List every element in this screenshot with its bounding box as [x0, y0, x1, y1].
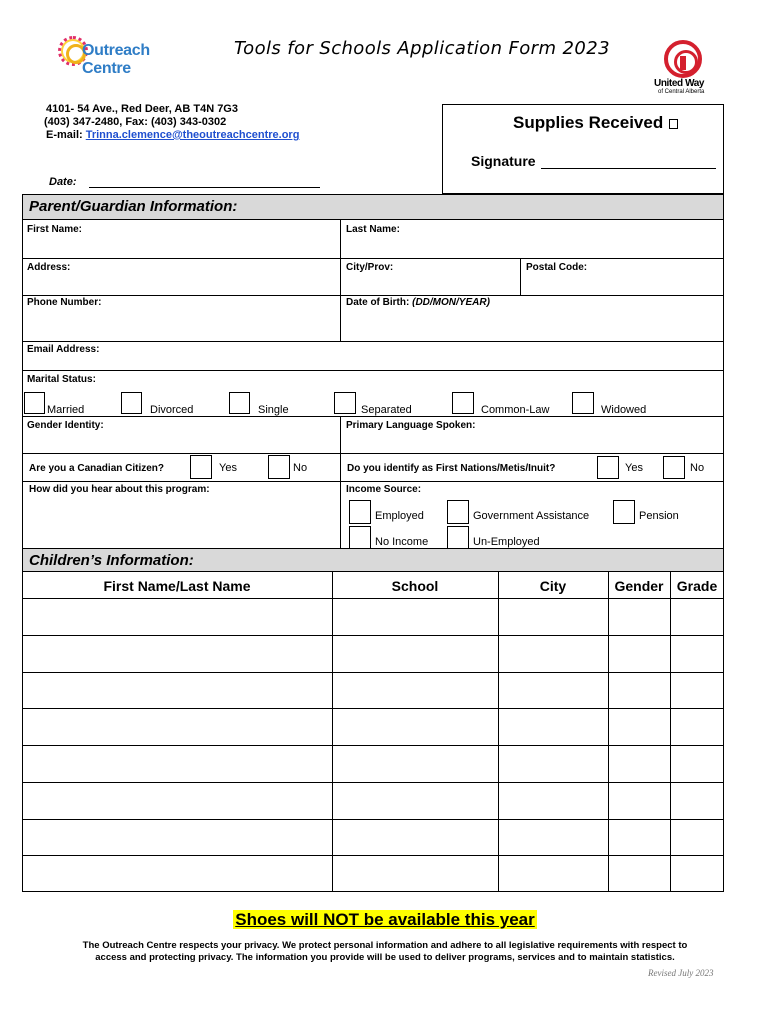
last-name-field[interactable]	[341, 234, 723, 257]
privacy-line-1: The Outreach Centre respects your privacy. We protect personal information and adhere to all legislative requirements with respect to	[82, 940, 688, 951]
marital-status-label: Marital Status:	[27, 374, 96, 385]
supplies-received	[513, 113, 678, 133]
marital-common-law-checkbox[interactable]	[452, 392, 474, 414]
table-row-divider	[22, 855, 724, 856]
primary-language-field[interactable]	[341, 431, 723, 452]
supplies-received-label: Supplies Received	[513, 113, 664, 132]
postal-code-label: Postal Code:	[526, 262, 588, 273]
col-divider	[608, 572, 609, 892]
marital-divorced-label: Divorced	[150, 404, 194, 416]
shoes-notice-text: Shoes will NOT be available this year	[235, 910, 535, 929]
marital-single-checkbox[interactable]	[229, 392, 250, 414]
row-divider	[22, 295, 724, 296]
dob-format: (DD/MON/YEAR)	[412, 297, 490, 308]
heard-field[interactable]	[23, 496, 339, 549]
table-row-divider	[22, 635, 724, 636]
phone-field[interactable]	[23, 308, 339, 340]
income-government-label: Government Assistance	[473, 510, 590, 522]
supplies-received-checkbox[interactable]	[669, 119, 678, 129]
gender-identity-field[interactable]	[23, 431, 339, 452]
children-table	[22, 572, 724, 892]
income-no-income-checkbox[interactable]	[349, 526, 371, 549]
parent-section-heading: Parent/Guardian Information:	[22, 194, 724, 220]
signature-label: Signature	[471, 153, 536, 169]
marital-separated-label: Separated	[361, 404, 412, 416]
row-divider	[22, 481, 724, 482]
citizen-yes-label: Yes	[219, 462, 237, 474]
contact-address: 4101- 54 Ave., Red Deer, AB T4N 7G3	[46, 103, 238, 115]
united-way-region: of Central Alberta	[658, 89, 705, 95]
citizen-yes-checkbox[interactable]	[190, 455, 212, 479]
marital-divorced-checkbox[interactable]	[121, 392, 142, 414]
privacy-statement	[40, 940, 730, 964]
date-field[interactable]	[89, 187, 320, 188]
row-divider	[22, 341, 724, 342]
col-divider	[332, 572, 333, 892]
col-header-gender: Gender	[614, 578, 664, 594]
contact-phone-fax: (403) 347-2480, Fax: (403) 343-0302	[44, 116, 227, 128]
revised-date: Revised July 2023	[648, 968, 714, 978]
citizen-no-label: No	[293, 462, 308, 474]
marital-married-checkbox[interactable]	[24, 392, 45, 414]
last-name-label: Last Name:	[346, 224, 400, 235]
col-header-grade: Grade	[676, 578, 718, 594]
income-unemployed-checkbox[interactable]	[447, 526, 469, 549]
col-header-school: School	[391, 578, 439, 594]
heard-question: How did you hear about this program:	[29, 484, 210, 495]
first-name-field[interactable]	[23, 234, 339, 257]
outreach-centre-logo	[56, 34, 186, 77]
city-prov-label: City/Prov:	[346, 262, 394, 273]
marital-separated-checkbox[interactable]	[334, 392, 356, 414]
table-row-divider	[22, 672, 724, 673]
first-nations-no-checkbox[interactable]	[663, 456, 685, 479]
contact-email-label: E-mail:	[46, 129, 86, 141]
marital-common-law-label: Common-Law	[481, 404, 550, 416]
row-divider	[22, 453, 724, 454]
income-employed-checkbox[interactable]	[349, 500, 371, 524]
marital-widowed-checkbox[interactable]	[572, 392, 594, 414]
income-unemployed-label: Un-Employed	[473, 536, 540, 548]
dob-label	[346, 297, 490, 308]
dob-field[interactable]	[341, 308, 723, 340]
marital-single-label: Single	[258, 404, 289, 416]
citizen-question: Are you a Canadian Citizen?	[29, 463, 165, 474]
col-header-name: First Name/Last Name	[103, 578, 251, 594]
first-nations-question: Do you identify as First Nations/Metis/Inuit?	[347, 463, 556, 474]
income-source-label: Income Source:	[346, 484, 422, 495]
email-label: Email Address:	[27, 344, 100, 355]
table-row-divider	[22, 598, 724, 599]
signature-field[interactable]	[541, 168, 716, 169]
united-way-hand-icon	[664, 40, 702, 78]
income-government-checkbox[interactable]	[447, 500, 469, 524]
row-divider	[22, 416, 724, 417]
col-divider	[498, 572, 499, 892]
gender-identity-label: Gender Identity:	[27, 420, 104, 431]
income-pension-checkbox[interactable]	[613, 500, 635, 524]
contact-block	[46, 103, 299, 142]
marital-widowed-label: Widowed	[601, 404, 647, 416]
income-no-income-label: No Income	[375, 536, 429, 548]
phone-label: Phone Number:	[27, 297, 102, 308]
first-nations-no-label: No	[690, 462, 705, 474]
united-way-name: United Way	[654, 78, 705, 89]
address-field[interactable]	[23, 272, 339, 294]
first-nations-yes-checkbox[interactable]	[597, 456, 619, 479]
table-row-divider	[22, 708, 724, 709]
citizen-no-checkbox[interactable]	[268, 455, 290, 479]
col-divider	[670, 572, 671, 892]
contact-email-link[interactable]: Trinna.clemence@theoutreachcentre.org	[85, 129, 300, 141]
marital-married-label: Married	[47, 404, 85, 416]
col-header-city: City	[539, 578, 567, 594]
date-label: Date:	[49, 176, 77, 188]
dob-label-text: Date of Birth:	[346, 297, 410, 308]
postal-code-field[interactable]	[521, 272, 723, 294]
table-row-divider	[22, 745, 724, 746]
city-prov-field[interactable]	[341, 272, 519, 294]
email-field[interactable]	[23, 355, 723, 369]
row-divider	[22, 258, 724, 259]
children-section-heading: Children’s Information:	[22, 548, 724, 572]
first-nations-yes-label: Yes	[625, 462, 643, 474]
table-row-divider	[22, 782, 724, 783]
row-divider	[22, 370, 724, 371]
office-use-box	[442, 104, 724, 194]
address-label: Address:	[27, 262, 71, 273]
united-way-logo	[650, 40, 720, 96]
shoes-notice	[0, 910, 770, 930]
privacy-line-2: access and protecting privacy. The information you provide will be used to deliver programs, services and to maintain statistics.	[95, 952, 675, 963]
primary-language-label: Primary Language Spoken:	[346, 420, 476, 431]
form-title: Tools for Schools Application Form 2023	[234, 38, 610, 59]
table-row-divider	[22, 819, 724, 820]
income-employed-label: Employed	[375, 510, 424, 522]
outreach-logo-text: Outreach Centre	[82, 42, 150, 77]
income-pension-label: Pension	[639, 510, 679, 522]
first-name-label: First Name:	[27, 224, 83, 235]
